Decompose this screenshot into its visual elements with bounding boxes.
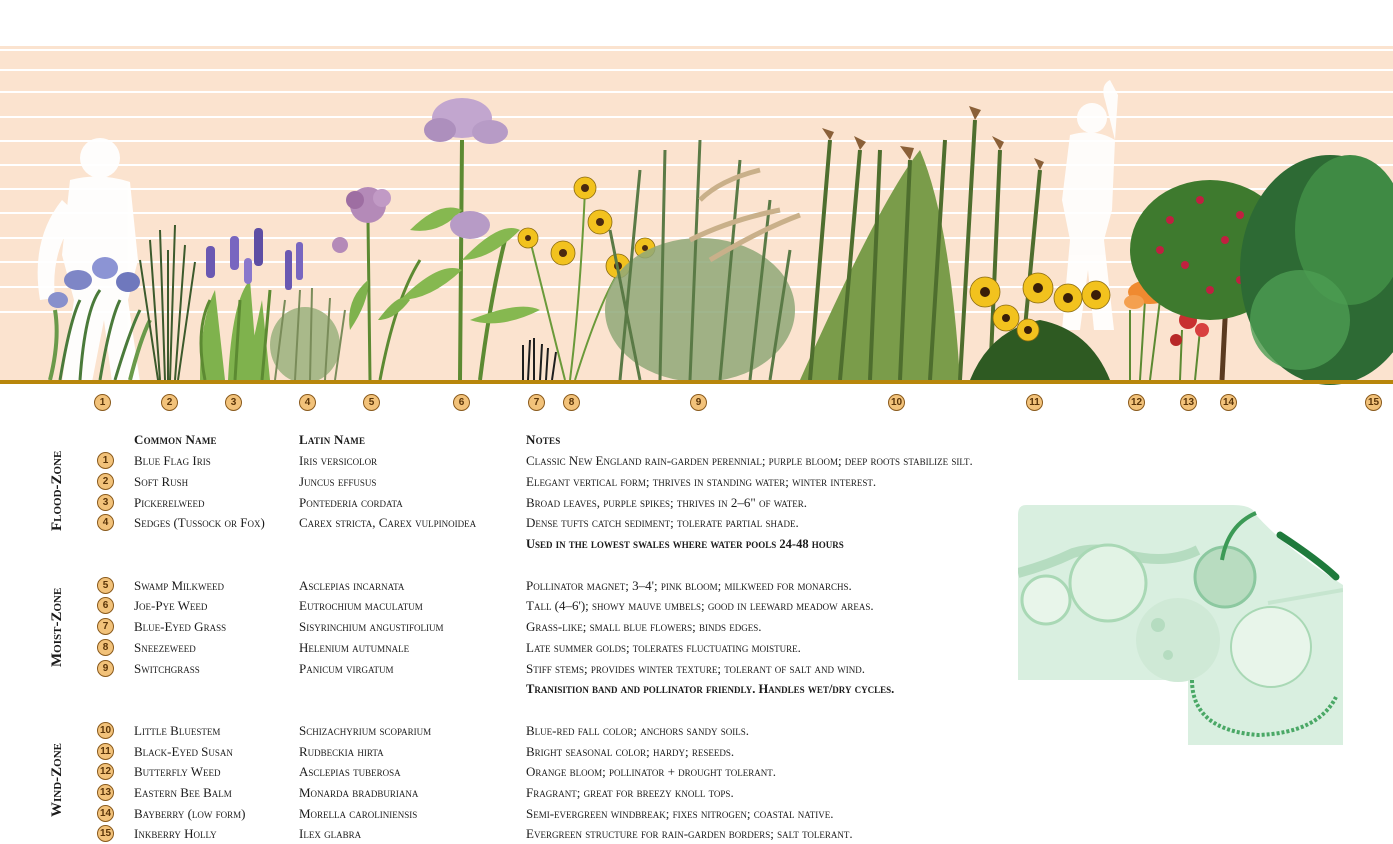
row-number: 13 <box>97 784 114 801</box>
plant-row <box>0 804 1010 824</box>
plant-notes: Bright seasonal color; hardy; reseeds. <box>526 744 735 759</box>
plant-row <box>0 576 1010 596</box>
plant-marker-14: 14 <box>1220 394 1237 411</box>
common-name: Blue Flag Iris <box>134 453 211 468</box>
plant-notes: Semi-evergreen windbreak; fixes nitrogen; coastal native. <box>526 806 834 821</box>
site-plan-map <box>1018 505 1343 745</box>
plant-marker-2: 2 <box>161 394 178 411</box>
plant-notes: Classic New England rain-garden perennial; purple bloom; deep roots stabilize silt. <box>526 453 973 468</box>
plant-marker-13: 13 <box>1180 394 1197 411</box>
zone-label-moist: Moist-Zone <box>49 587 65 667</box>
plant-row <box>0 783 1010 803</box>
plant-row <box>0 596 1010 616</box>
plant-row <box>0 742 1010 762</box>
plant-notes: Late summer golds; tolerates fluctuating moisture. <box>526 640 801 655</box>
plant-row <box>0 472 1010 492</box>
common-name: Little Bluestem <box>134 723 221 738</box>
plant-marker-10: 10 <box>888 394 905 411</box>
header-latin-name: Latin Name <box>299 432 366 447</box>
plant-marker-8: 8 <box>563 394 580 411</box>
plant-row <box>0 824 1010 844</box>
row-number: 11 <box>97 743 114 760</box>
plant-notes: Stiff stems; provides winter texture; tolerant of salt and wind. <box>526 661 865 676</box>
latin-name: Ilex glabra <box>299 826 362 841</box>
plant-notes: Elegant vertical form; thrives in standing water; winter interest. <box>526 474 877 489</box>
latin-name: Panicum virgatum <box>299 661 394 676</box>
latin-name: Pontederia cordata <box>299 495 403 510</box>
latin-name: Iris versicolor <box>299 453 378 468</box>
plant-notes: Pollinator magnet; 3–4'; pink bloom; milkweed for monarchs. <box>526 578 852 593</box>
plant-marker-12: 12 <box>1128 394 1145 411</box>
common-name: Eastern Bee Balm <box>134 785 232 800</box>
plant-illustration <box>0 0 1393 395</box>
plant-row <box>0 617 1010 637</box>
zone-summary-moist: Tranisition band and pollinator friendly. Handles wet/dry cycles. <box>526 682 895 696</box>
common-name: Joe-Pye Weed <box>134 598 208 613</box>
row-number: 2 <box>97 473 114 490</box>
plant-marker-5: 5 <box>363 394 380 411</box>
plant-marker-15: 15 <box>1365 394 1382 411</box>
common-name: Inkberry Holly <box>134 826 217 841</box>
latin-name: Carex stricta, Carex vulpinoidea <box>299 515 477 530</box>
plant-notes: Grass-like; small blue flowers; binds edges. <box>526 619 762 634</box>
latin-name: Morella caroliniensis <box>299 806 418 821</box>
row-number: 9 <box>97 660 114 677</box>
latin-name: Schizachyrium scoparium <box>299 723 432 738</box>
ground-line <box>0 380 1393 384</box>
plant-marker-6: 6 <box>453 394 470 411</box>
row-number: 6 <box>97 597 114 614</box>
plant-row <box>0 762 1010 782</box>
common-name: Sedges (Tussock or Fox) <box>134 515 265 530</box>
latin-name: Rudbeckia hirta <box>299 744 384 759</box>
plant-notes: Broad leaves, purple spikes; thrives in 2–6" of water. <box>526 495 807 510</box>
plant-row <box>0 513 1010 533</box>
zone-summary-flood: Used in the lowest swales where water pools 24-48 hours <box>526 537 844 551</box>
common-name: Pickerelweed <box>134 495 205 510</box>
common-name: Sneezeweed <box>134 640 196 655</box>
common-name: Switchgrass <box>134 661 200 676</box>
header-notes: Notes <box>526 432 561 447</box>
plant-marker-7: 7 <box>528 394 545 411</box>
common-name: Black-Eyed Susan <box>134 744 233 759</box>
plant-marker-4: 4 <box>299 394 316 411</box>
row-number: 4 <box>97 514 114 531</box>
latin-name: Asclepias incarnata <box>299 578 405 593</box>
plant-marker-11: 11 <box>1026 394 1043 411</box>
plant-row <box>0 493 1010 513</box>
plant-marker-9: 9 <box>690 394 707 411</box>
latin-name: Monarda bradburiana <box>299 785 419 800</box>
plant-row <box>0 721 1010 741</box>
plant-notes: Evergreen structure for rain-garden borders; salt tolerant. <box>526 826 853 841</box>
zone-label-flood: Flood-Zone <box>49 450 65 531</box>
common-name: Blue-Eyed Grass <box>134 619 227 634</box>
latin-name: Asclepias tuberosa <box>299 764 401 779</box>
plant-row <box>0 659 1010 679</box>
latin-name: Sisyrinchium angustifolium <box>299 619 444 634</box>
row-number: 1 <box>97 452 114 469</box>
plant-notes: Fragrant; great for breezy knoll tops. <box>526 785 734 800</box>
common-name: Soft Rush <box>134 474 189 489</box>
plant-notes: Tall (4–6'); showy mauve umbels; good in leeward meadow areas. <box>526 598 874 613</box>
plant-row <box>0 451 1010 471</box>
plant-notes: Dense tufts catch sediment; tolerate partial shade. <box>526 515 799 530</box>
row-number: 5 <box>97 577 114 594</box>
plant-notes: Orange bloom; pollinator + drought tolerant. <box>526 764 776 779</box>
row-number: 14 <box>97 805 114 822</box>
row-number: 7 <box>97 618 114 635</box>
plant-row <box>0 638 1010 658</box>
row-number: 3 <box>97 494 114 511</box>
plant-notes: Blue-red fall color; anchors sandy soils. <box>526 723 749 738</box>
latin-name: Helenium autumnale <box>299 640 410 655</box>
common-name: Swamp Milkweed <box>134 578 225 593</box>
row-number: 10 <box>97 722 114 739</box>
latin-name: Eutrochium maculatum <box>299 598 423 613</box>
header-common-name: Common Name <box>134 432 217 447</box>
zone-label-wind: Wind-Zone <box>49 742 65 817</box>
plant-marker-1: 1 <box>94 394 111 411</box>
common-name: Butterfly Weed <box>134 764 221 779</box>
common-name: Bayberry (low form) <box>134 806 246 821</box>
row-number: 15 <box>97 825 114 842</box>
latin-name: Juncus effusus <box>299 474 377 489</box>
plant-marker-3: 3 <box>225 394 242 411</box>
row-number: 8 <box>97 639 114 656</box>
row-number: 12 <box>97 763 114 780</box>
